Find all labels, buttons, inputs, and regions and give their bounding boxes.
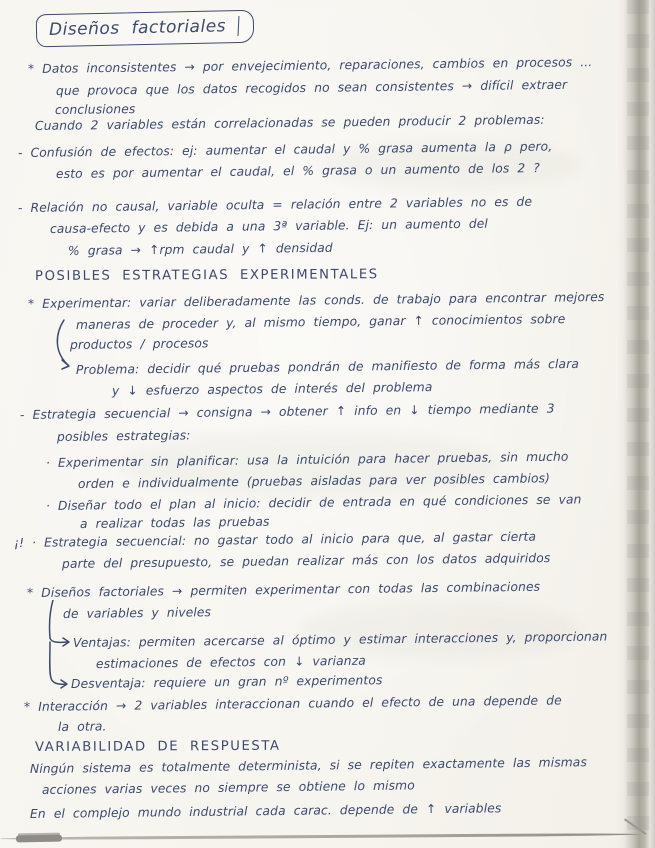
handwritten-line: y ↓ esfuerzo aspectos de interés del problema: [111, 380, 433, 398]
handwritten-line: % grasa → ↑rpm caudal y ↑ densidad: [67, 240, 333, 258]
handwritten-line: Problema: decidir qué pruebas pondrán de manifiesto de forma más clara: [75, 356, 580, 377]
handwritten-line: parte del presupuesto, se puedan realizar más con los datos adquiridos: [61, 551, 551, 571]
handwritten-line: la otra.: [57, 719, 107, 734]
handwritten-line: * Experimentar: variar deliberadamente las conds. de trabajo para encontrar mejores: [27, 289, 605, 311]
handwritten-line: Desventaja: requiere un gran nº experimentos: [70, 673, 383, 691]
handwritten-line: conclusiones: [54, 102, 136, 117]
handwritten-line: - Relación no causal, variable oculta = relación entre 2 variables no es de: [17, 194, 533, 215]
handwritten-line: * Interacción → 2 variables interaccionan cuando el efecto de una depende de: [23, 693, 562, 714]
handwritten-line: Ventajas: permiten acercarse al óptimo y estimar interacciones y, proporcionan: [72, 629, 608, 650]
handwritten-line: productos / procesos: [69, 336, 209, 352]
handwritten-line: ¡! · Estrategia secuencial: no gastar todo al inicio para que, al gastar cierta: [13, 529, 537, 550]
handwritten-line: posibles estrategias:: [56, 428, 191, 444]
handwritten-line: orden e individualmente (pruebas aisladas para ver posibles cambios): [77, 471, 551, 491]
handwritten-line: de variables y niveles: [62, 605, 212, 621]
handwritten-line: * Diseños factoriales → permiten experimentar con todas las combinaciones: [26, 579, 541, 600]
scan-mark: [16, 835, 62, 843]
handwritten-line: Ningún sistema es totalmente determinista, si se repiten exactamente las mismas: [29, 755, 587, 776]
handwritten-line: · Experimentar sin planificar: usa la intuición para hacer pruebas, sin mucho: [45, 449, 569, 470]
handwritten-line: que provoca que los datos recogidos no sean consistentes → difícil extraer: [55, 77, 568, 98]
handwritten-line: causa-efecto y es debida a una 3ª variable. Ej: un aumento del: [49, 216, 488, 236]
handwritten-line: * Datos inconsistentes → por envejecimiento, reparaciones, cambios en procesos ...: [27, 55, 593, 76]
handwritten-line: · Diseñar todo el plan al inicio: decidir de entrada en qué condiciones se van: [45, 492, 582, 513]
handwritten-line: maneras de proceder y, al mismo tiempo, ganar ↑ conocimientos sobre: [75, 312, 566, 332]
bracket-arrows-icon: [44, 600, 76, 692]
handwritten-line: - Confusión de efectos: ej: aumentar el caudal y % grasa aumenta la ρ pero,: [17, 139, 553, 160]
section-heading: POSIBLES ESTRATEGIAS EXPERIMENTALES: [34, 267, 379, 284]
handwritten-line: estimaciones de efectos con ↓ varianza: [95, 653, 366, 671]
page-title: Diseños factoriales: [48, 16, 227, 41]
handwritten-line: acciones varias veces no siempre se obtiene lo mismo: [41, 778, 415, 797]
section-heading: VARIABILIDAD DE RESPUESTA: [34, 738, 281, 755]
handwritten-line: esto es por aumentar el caudal, el % grasa o un aumento de los 2 ?: [55, 161, 540, 181]
handwritten-line: a realizar todas las pruebas: [79, 514, 270, 531]
handwritten-line: - Estrategia secuencial → consigna → obtener ↑ info en ↓ tiempo mediante 3: [19, 401, 555, 422]
handwritten-line: Cuando 2 variables están correlacionadas se pueden producir 2 problemas:: [34, 112, 545, 133]
handwritten-line: En el complejo mundo industrial cada carac. depende de ↑ variables: [29, 801, 502, 821]
curved-arrow-icon: [52, 318, 82, 372]
page-edge-texture: [627, 0, 649, 848]
